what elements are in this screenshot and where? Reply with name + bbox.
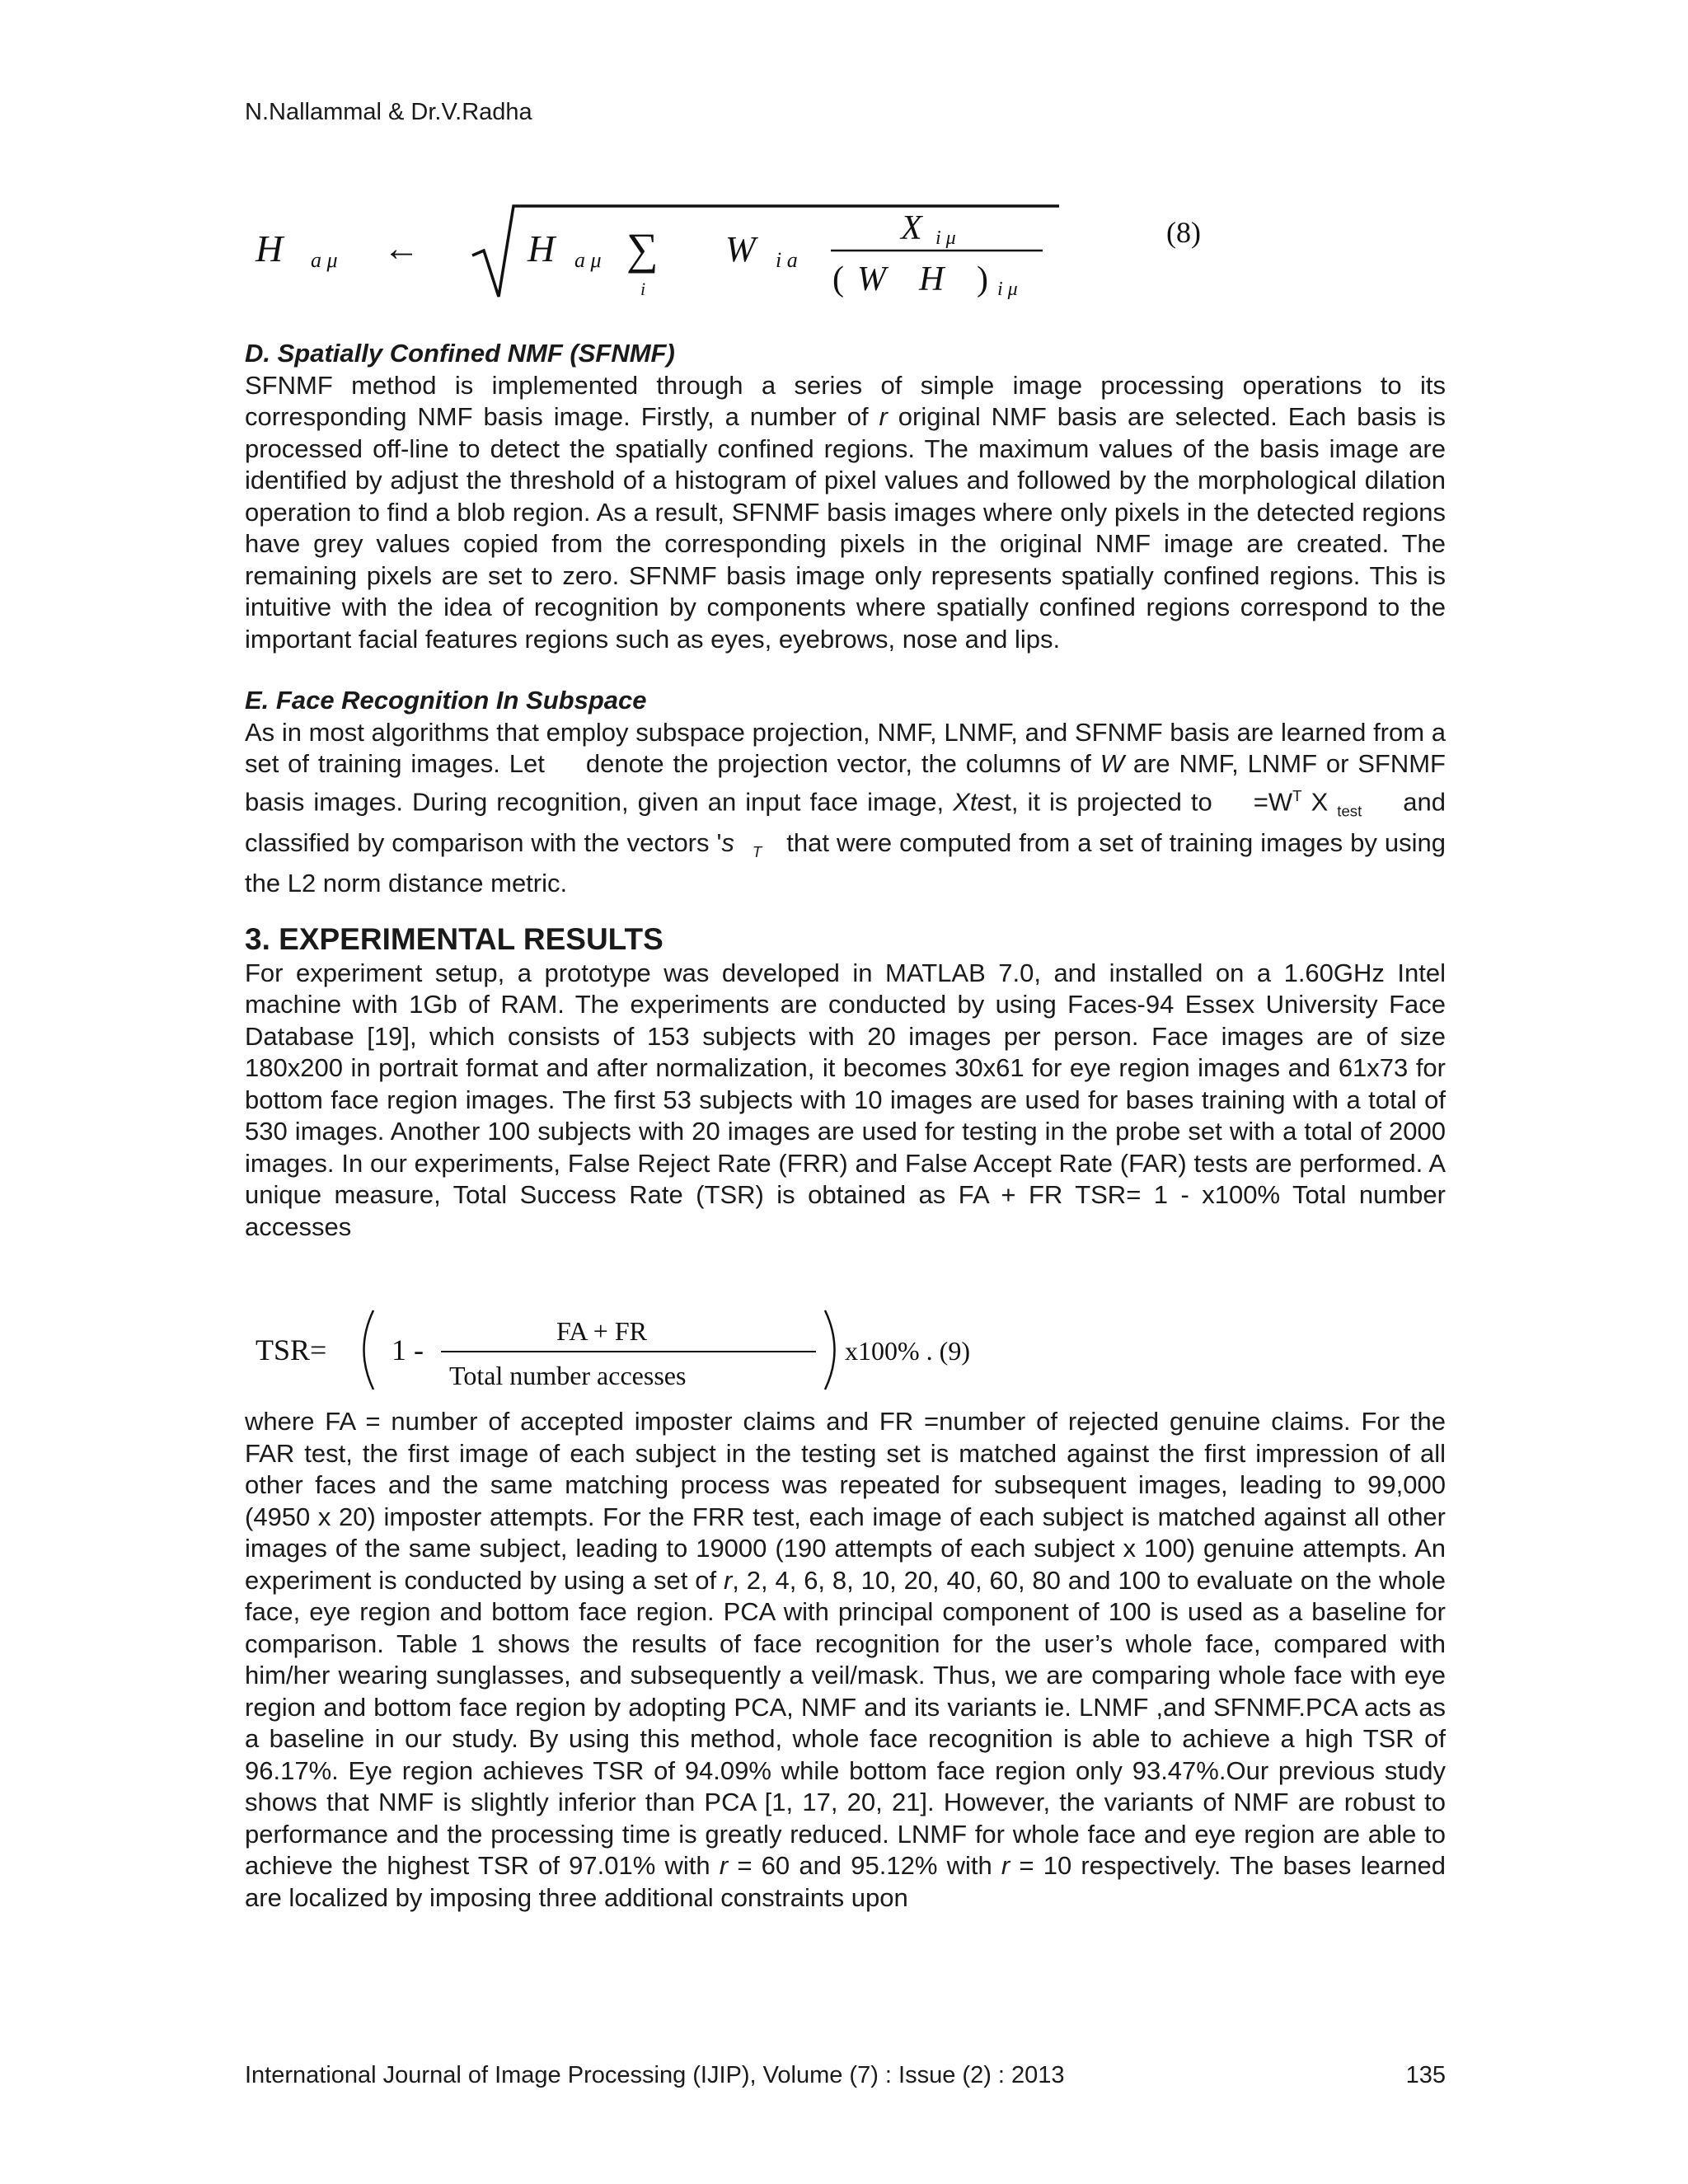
- section-3-paragraph-1: For experiment setup, a prototype was developed in MATLAB 7.0, and installed on a 1.60GHz Intel machine with 1Gb of RAM. The experiments are conducted by using Faces-94 Essex University Face Database [19], which consists of 153 subjects with 20 images per person. Face images are of size 180x200 in portrait format and after normalization, it becomes 30x61 for eye region images and 61x73 for bottom face region images. The first 53 subjects with 10 images are used for bases training with a total of 530 images. Another 100 subjects with 20 images are used for testing in the probe set with a total of 2000 images. In our experiments, False Reject Rate (FRR) and False Accept Rate (FAR) tests are performed. A unique measure, Total Success Rate (TSR) is obtained as FA + FR TSR= 1 - x100% Total number accesses: [245, 958, 1446, 1241]
- section-d-heading: D. Spatially Confined NMF (SFNMF): [245, 339, 675, 368]
- eq8-den-sub: i μ: [997, 279, 1018, 300]
- eq9-numerator: FA + FR: [556, 1316, 647, 1346]
- projection-eq-sub: test: [1337, 802, 1362, 820]
- section-e-text-1: As in most algorithms that employ subspace projection, NMF, LNMF, and SFNMF basis are learned from a set of training images. Let: [245, 717, 1446, 778]
- eq8-sum-index: i: [640, 279, 646, 299]
- equation-8: [251, 191, 1240, 307]
- eq8-numerator-sub: i μ: [935, 227, 956, 249]
- section-d-text-1: SFNMF method is implemented through a series of simple image processing operations to its corresponding NMF basis image. Firstly, a number of: [245, 370, 1446, 431]
- var-xtest: Xtes: [953, 786, 1005, 816]
- eq8-arrow: ←: [383, 228, 420, 269]
- eq9-lhs: TSR=: [256, 1333, 327, 1366]
- section-e-paragraph: [245, 717, 1446, 900]
- projection-eq-x: X: [1311, 786, 1329, 816]
- eq8-w: W: [725, 229, 756, 269]
- section-e-text-2: denote the projection vector, the columns of: [585, 749, 1091, 778]
- equation-9-graphic: [251, 1301, 1076, 1399]
- projection-eq-w: =W: [1253, 786, 1293, 816]
- section-3-paragraph-2: [245, 1406, 1446, 1914]
- var-w: W: [1100, 749, 1124, 778]
- var-r-10: r: [1001, 1851, 1010, 1881]
- page-footer: [245, 2060, 1446, 2090]
- equation-9: [251, 1301, 1076, 1399]
- eq8-numerator: X: [901, 209, 922, 247]
- var-s-sub: T: [752, 842, 762, 860]
- section-3-text-b: , 2, 4, 6, 8, 10, 20, 40, 60, 80 and 100 to evaluate on the whole face, eye region and bottom face region. PCA with principal component of 100 is used as a baseline for comparison. Table 1 shows the results of face recognition for the user’s whole face, compared with him/her wearing sunglasses, and subsequently a veil/mask. Thus, we are comparing whole face with eye region and bottom face region by adopting PCA, NMF and its variants ie. LNMF ,and SFNMF.PCA acts as a baseline in our study. By using this method, whole face recognition is able to achieve a high TSR of 96.17%. Eye region achieves TSR of 94.09% while bottom face region only 93.47%.Our previous study shows that NMF is slightly inferior than PCA [1, 17, 20, 21]. However, the variants of NMF are robust to performance and the processing time is greatly reduced. LNMF for whole face and eye region are able to achieve the highest TSR of 97.01% with: [245, 1565, 1446, 1881]
- section-3-text-a: where FA = number of accepted imposter claims and FR =number of rejected genuine claims. For the FAR test, the first image of each subject in the testing set is matched against the first impression of all other faces and the same matching process was repeated for subsequent images, leading to 99,000 (4950 x 20) imposter attempts. For the FRR test, each image of each subject is matched against all other images of the same subject, leading to 19000 (190 attempts of each subject x 100) genuine attempts. An experiment is conducted by using a set of: [245, 1407, 1446, 1595]
- eq9-left-paren: [364, 1310, 374, 1390]
- eq9-tail: x100% . (9): [845, 1336, 970, 1366]
- section-e-text-5: and classified by comparison with the vectors ': [245, 786, 1446, 857]
- section-e-text-3: are NMF, LNMF or SFNMF basis images. During recognition, given an input face image,: [245, 749, 1446, 816]
- eq8-den-open: (: [832, 260, 844, 298]
- eq8-lhs-sub: a μ: [311, 248, 338, 272]
- eq9-denominator: Total number accesses: [449, 1361, 687, 1390]
- projection-eq-sup: T: [1292, 786, 1302, 804]
- section-3-text-d: = 10 respectively. The bases learned are localized by imposing three additional constraints upon: [245, 1851, 1446, 1912]
- eq8-sum: ∑: [626, 224, 659, 274]
- equation-8-graphic: [251, 191, 1240, 307]
- eq8-number: (8): [1166, 216, 1201, 249]
- var-r: r: [879, 402, 888, 431]
- section-3-text-c: = 60 and 95.12% with: [737, 1851, 992, 1881]
- section-e-text-6: that were computed from a set of training images by using the L2 norm distance metric.: [245, 827, 1446, 898]
- running-header: N.Nallammal & Dr.V.Radha: [245, 99, 532, 125]
- var-r-set: r: [723, 1565, 733, 1595]
- section-d-paragraph: [245, 370, 1446, 656]
- page-number: 135: [1405, 2062, 1446, 2088]
- var-s: s: [721, 827, 734, 857]
- eq8-lhs: H: [256, 227, 284, 269]
- eq8-den-close: ): [977, 260, 988, 298]
- section-e-text-4: t, it is projected to: [1004, 786, 1212, 816]
- section-d-text-2: original NMF basis are selected. Each basis is processed off-line to detect the spatially confined regions. The maximum values of the basis image are identified by adjust the threshold of a histogram of pixel values and followed by the morphological dilation operation to find a blob region. As a result, SFNMF basis images where only pixels in the detected regions have grey values copied from the corresponding pixels in the original NMF image are created. The remaining pixels are set to zero. SFNMF basis image only represents spatially confined regions. This is intuitive with the idea of recognition by components where spatially confined regions correspond to the important facial features regions such as eyes, eyebrows, nose and lips.: [245, 402, 1446, 654]
- article-body: [245, 338, 1446, 1914]
- eq8-h: H: [528, 227, 556, 269]
- eq8-den-h: H: [919, 260, 945, 298]
- eq9-right-paren: [825, 1310, 835, 1390]
- eq8-den-w: W: [857, 260, 886, 298]
- eq8-w-sub: i a: [776, 248, 798, 272]
- var-r-60: r: [719, 1851, 729, 1881]
- section-e-heading: E. Face Recognition In Subspace: [245, 686, 647, 715]
- section-3-heading: 3. EXPERIMENTAL RESULTS: [245, 921, 663, 956]
- eq8-h-sub: a μ: [574, 248, 602, 272]
- eq9-one: 1 -: [392, 1333, 424, 1366]
- journal-citation: International Journal of Image Processing (IJIP), Volume (7) : Issue (2) : 2013: [245, 2062, 1065, 2088]
